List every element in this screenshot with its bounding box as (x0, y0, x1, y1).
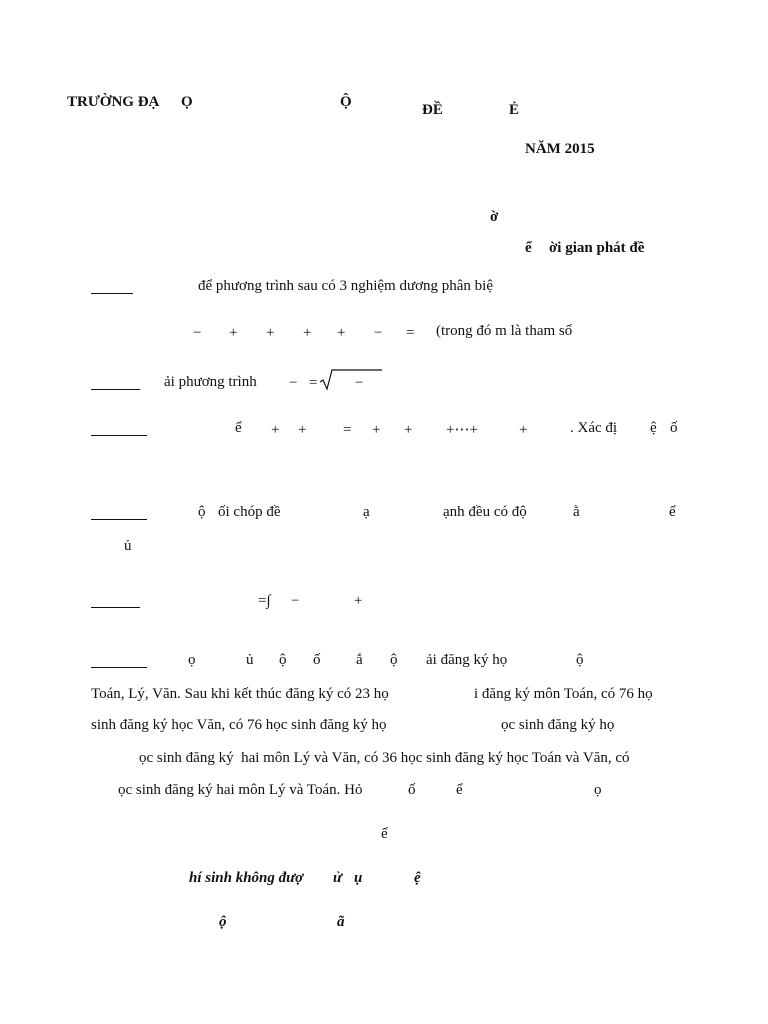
q6-fragment: ộ (279, 652, 287, 668)
header-fragment: Ẻ (509, 102, 520, 118)
q6-fragment: ố (408, 782, 416, 798)
q1-equation-symbol: + (229, 325, 238, 341)
q6-line: ọc sinh đăng ký hai môn Lý và Văn, có 36 học sinh đăng ký học Toán và Văn, có (139, 750, 630, 766)
end-fragment: ế (381, 826, 388, 842)
q3-symbol: + (372, 422, 381, 438)
q1-equation-symbol: − (374, 325, 383, 341)
q6-text: ải đăng ký họ (426, 652, 508, 668)
notice-fragment: ử (333, 870, 342, 886)
q3-fragment: ể (235, 420, 242, 436)
q1-equation-symbol: + (303, 325, 312, 341)
exam-year: NĂM 2015 (525, 141, 595, 157)
q4-text: ạnh đều có độ (443, 504, 527, 520)
signature-fragment: ộ (219, 914, 227, 930)
question-2-text: ải phương trình (164, 374, 257, 390)
q3-tail-text: . Xác đị (570, 420, 618, 436)
q1-equation-symbol: + (266, 325, 275, 341)
q2-minus: − (289, 375, 298, 391)
q3-symbol: + (298, 422, 307, 438)
exam-time-note: ời gian phát đề (549, 240, 645, 256)
q2-inner-minus: − (355, 375, 364, 391)
signature-fragment: ã (337, 914, 345, 930)
exam-title: ĐỀ (422, 102, 443, 118)
integral-symbol: =∫ (258, 593, 271, 609)
q3-symbol: + (271, 422, 280, 438)
q3-symbol: +⋯+ (446, 422, 478, 438)
question-label-underline (91, 667, 147, 668)
school-name: TRƯỜNG ĐẠ (67, 94, 160, 110)
q6-line: i đăng ký môn Toán, có 76 họ (474, 686, 653, 702)
q4-fragment: ằ (573, 504, 580, 520)
question-label-underline (91, 519, 147, 520)
question-label-underline (91, 389, 140, 390)
q3-fragment: ố (670, 420, 678, 436)
q6-fragment: ọ (188, 652, 196, 668)
question-label-underline (91, 435, 147, 436)
question-1-text: để phương trình sau có 3 nghiệm dương phân biệ (198, 278, 493, 294)
q1-equation-symbol: = (406, 325, 415, 341)
q6-fragment: ộ (390, 652, 398, 668)
question-label-underline (91, 607, 140, 608)
time-fragment: ể (525, 240, 532, 256)
q6-fragment: ắ (356, 652, 363, 668)
q6-line: Toán, Lý, Văn. Sau khi kết thúc đăng ký có 23 họ (91, 686, 389, 702)
header-fragment: Ộ (340, 94, 352, 110)
q4-fragment: ộ (198, 504, 206, 520)
q4-text: ối chóp đề (218, 504, 281, 520)
q5-plus: + (354, 593, 363, 609)
q1-equation-symbol: + (337, 325, 346, 341)
exam-notice: hí sinh không đượ (189, 870, 304, 886)
q3-fragment: ệ (650, 420, 657, 436)
q2-equals: = (309, 375, 318, 391)
q6-fragment: ố (313, 652, 321, 668)
q4-fragment: ạ (363, 504, 370, 520)
q3-symbol: = (343, 422, 352, 438)
header-fragment: Ọ (181, 94, 193, 110)
q6-fragment: ể (456, 782, 463, 798)
question-label-underline (91, 293, 133, 294)
q4-fragment: ể (669, 504, 676, 520)
square-root-icon (318, 368, 384, 392)
q5-minus: − (291, 593, 300, 609)
q6-fragment: ủ (246, 652, 254, 668)
q6-line: ọc sinh đăng ký họ (501, 717, 615, 733)
q6-line: sinh đăng ký học Văn, có 76 học sinh đăng ký họ (91, 717, 387, 733)
q3-symbol: + (404, 422, 413, 438)
q1-parameter-note: (trong đó m là tham số (436, 323, 573, 339)
q6-fragment: ộ (576, 652, 584, 668)
q6-line: ọc sinh đăng ký hai môn Lý và Toán. Hỏ (118, 782, 363, 798)
q3-symbol: + (519, 422, 528, 438)
notice-fragment: ệ (414, 870, 421, 886)
q6-fragment: ọ (594, 782, 602, 798)
notice-fragment: ụ (354, 870, 363, 886)
q1-equation-symbol: − (193, 325, 202, 341)
q4-fragment: ủ (124, 538, 132, 554)
header-fragment: ờ (490, 209, 499, 225)
